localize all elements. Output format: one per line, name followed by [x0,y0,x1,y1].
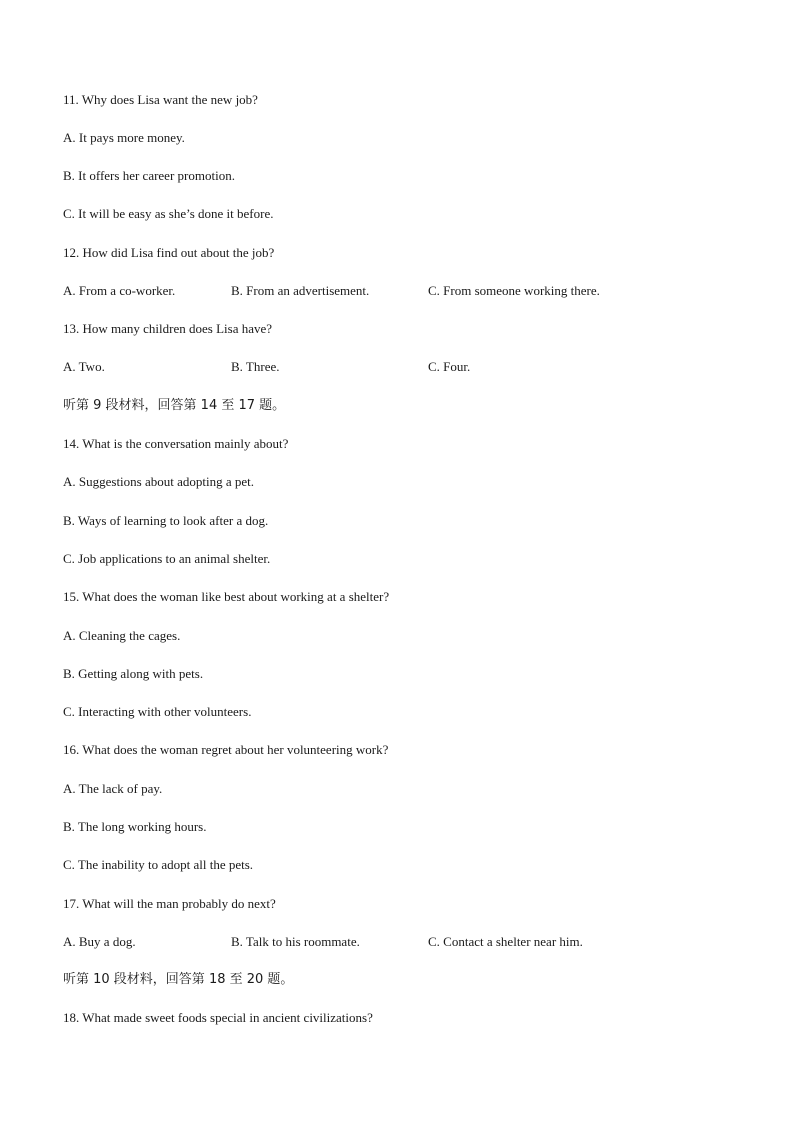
question-16-option-c: C. The inability to adopt all the pets. [63,857,254,872]
question-15-option-b: B. Getting along with pets. [63,666,204,681]
section-9-instruction: 听第 9 段材料，回答第 14 至 17 题。 [63,398,286,413]
question-12-option-b: B. From an advertisement. [231,283,370,298]
question-15-option-c: C. Interacting with other volunteers. [63,704,252,719]
question-14-option-a: A. Suggestions about adopting a pet. [63,474,255,489]
question-11-option-c: C. It will be easy as she’s done it before. [63,206,274,221]
question-16-stem: 16. What does the woman regret about her volunteering work? [63,742,389,757]
question-14-option-b: B. Ways of learning to look after a dog. [63,513,269,528]
question-11-option-b: B. It offers her career promotion. [63,168,235,183]
question-15-option-a: A. Cleaning the cages. [63,628,181,643]
section-10-instruction: 听第 10 段材料，回答第 18 至 20 题。 [63,972,294,987]
question-13-option-a: A. Two. [63,359,105,374]
question-16-option-a: A. The lack of pay. [63,781,163,796]
question-15-stem: 15. What does the woman like best about working at a shelter? [63,589,390,604]
question-13-stem: 13. How many children does Lisa have? [63,321,273,336]
question-13-option-c: C. Four. [428,359,471,374]
question-12-stem: 12. How did Lisa find out about the job? [63,245,275,260]
question-16-option-b: B. The long working hours. [63,819,207,834]
question-14-option-c: C. Job applications to an animal shelter. [63,551,271,566]
question-13-option-b: B. Three. [231,359,280,374]
question-17-option-c: C. Contact a shelter near him. [428,934,583,949]
question-11-option-a: A. It pays more money. [63,130,185,145]
question-13-options [63,357,763,377]
question-12-options [63,281,763,301]
question-17-stem: 17. What will the man probably do next? [63,896,276,911]
question-11-stem: 11. Why does Lisa want the new job? [63,92,258,107]
question-12-option-a: A. From a co-worker. [63,283,176,298]
question-17-options [63,932,763,952]
question-12-option-c: C. From someone working there. [428,283,600,298]
question-17-option-a: A. Buy a dog. [63,934,136,949]
question-14-stem: 14. What is the conversation mainly about? [63,436,289,451]
question-18-stem: 18. What made sweet foods special in ancient civilizations? [63,1010,373,1025]
question-17-option-b: B. Talk to his roommate. [231,934,360,949]
